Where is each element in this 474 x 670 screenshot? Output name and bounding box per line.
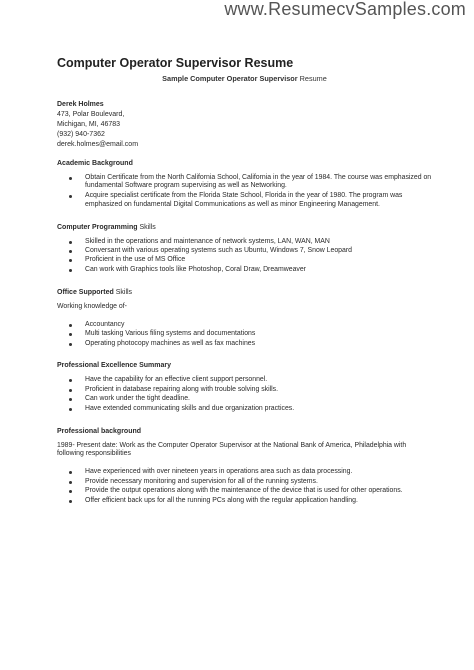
programming-heading-main: Computer Programming bbox=[57, 223, 138, 231]
contact-block bbox=[57, 100, 432, 150]
list-item: Operating photocopy machines as well as fax machines bbox=[57, 340, 432, 349]
office-heading-main: Office Supported bbox=[57, 288, 114, 296]
contact-address-line1: 473, Polar Boulevard, bbox=[57, 110, 125, 118]
list-item: Conversant with various operating systems such as Ubuntu, Windows 7, Snow Leopard bbox=[57, 247, 432, 256]
contact-name: Derek Holmes bbox=[57, 101, 104, 108]
list-item: Offer efficient back ups for all the running PCs along with the regular application handling. bbox=[57, 497, 432, 506]
list-item: Provide necessary monitoring and supervision for all of the running systems. bbox=[57, 478, 432, 487]
site-watermark: www.ResumecvSamples.com bbox=[224, 0, 466, 19]
academic-heading: Academic Background bbox=[57, 159, 133, 167]
list-item: Accountancy bbox=[57, 321, 432, 330]
list-item: Skilled in the operations and maintenance of network systems, LAN, WAN, MAN bbox=[57, 238, 432, 247]
list-item: Proficient in the use of MS Office bbox=[57, 256, 432, 265]
programming-list bbox=[57, 238, 432, 275]
list-item: Acquire specialist certificate from the Florida State School, Florida in the year of 1980. The program was emphasized on fundamental Digital Communications as well as minor Engineering Management. bbox=[57, 192, 432, 210]
resume-title: Computer Operator Supervisor Resume bbox=[57, 56, 294, 70]
excellence-list bbox=[57, 376, 432, 413]
list-item: Multi tasking Various filing systems and documentations bbox=[57, 330, 432, 339]
contact-phone: (932) 940-7362 bbox=[57, 130, 105, 138]
list-item: Can work under the tight deadline. bbox=[57, 395, 432, 404]
list-item: Provide the output operations along with the maintenance of the device that is used for other operations. bbox=[57, 487, 432, 496]
resume-document bbox=[57, 56, 432, 519]
list-item: Have extended communicating skills and due organization practices. bbox=[57, 405, 432, 414]
office-heading-suffix: Skills bbox=[113, 288, 133, 296]
subtitle-suffix: Resume bbox=[297, 74, 327, 83]
academic-list bbox=[57, 174, 432, 210]
contact-email: derek.holmes@email.com bbox=[57, 140, 139, 148]
programming-heading bbox=[57, 224, 432, 231]
background-list bbox=[57, 468, 432, 505]
office-list bbox=[57, 321, 432, 349]
background-intro: 1989- Present date: Work as the Computer Operator Supervisor at the National Bank of America, Philadelphia with following responsibilities bbox=[57, 441, 407, 458]
list-item: Have experienced with over nineteen years in operations area such as data processing. bbox=[57, 468, 432, 477]
subtitle-main: Sample Computer Operator Supervisor bbox=[162, 74, 298, 83]
office-intro: Working knowledge of- bbox=[57, 302, 127, 310]
excellence-heading: Professional Excellence Summary bbox=[57, 362, 171, 370]
office-heading bbox=[57, 289, 432, 296]
resume-subtitle bbox=[57, 74, 432, 83]
contact-address-line2: Michigan, MI, 46783 bbox=[57, 120, 121, 128]
list-item: Proficient in database repairing along with trouble solving skills. bbox=[57, 386, 432, 395]
programming-heading-suffix: Skills bbox=[137, 223, 156, 231]
list-item: Can work with Graphics tools like Photoshop, Coral Draw, Dreamweaver bbox=[57, 266, 432, 275]
background-heading: Professional background bbox=[57, 427, 142, 435]
list-item: Have the capability for an effective client support personnel. bbox=[57, 376, 432, 385]
list-item: Obtain Certificate from the North California School, California in the year of 1984. The course was emphasized on fundamental Software program supervising as well as Networking. bbox=[57, 174, 432, 192]
